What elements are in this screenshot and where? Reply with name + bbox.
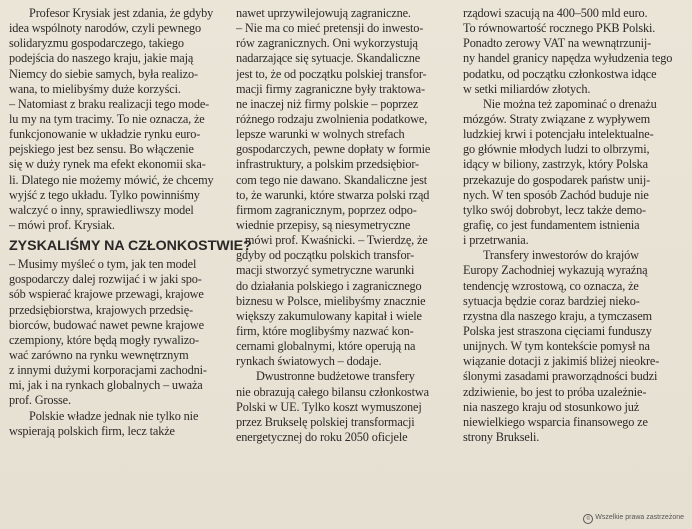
text-line: większy zakumulowany kapitał i wiele bbox=[236, 308, 422, 323]
text-line: biznesu w Polsce, mielibyśmy znacznie bbox=[236, 293, 426, 308]
text-line: firm, które moglibyśmy nazwać kon- bbox=[236, 323, 414, 338]
text-line: macji stworzyć symetryczne warunki bbox=[236, 263, 415, 278]
text-line: idea wspólnoty narodów, czyli pewnego bbox=[9, 21, 202, 36]
text-line: cernami globalnymi, które operują na bbox=[236, 339, 416, 354]
text-line: Profesor Krysiak jest zdania, że gdyby bbox=[29, 6, 214, 20]
text-line: jest to, że od początku polskiej transfor- bbox=[236, 66, 427, 81]
text-line: Polski w UE. Tylko koszt wymuszonej bbox=[236, 399, 422, 414]
text-line: Polskie władze jednak nie tylko nie bbox=[29, 408, 199, 423]
text-line: nawet uprzywilejowują zagraniczne. bbox=[236, 6, 411, 20]
text-line: zdziwienie, bo jest to próba uzależnie- bbox=[463, 384, 647, 399]
text-line: podejścia do naszego kraju, jakie mają bbox=[9, 51, 194, 66]
text-line: Polska jest straszona cięciami funduszy bbox=[463, 323, 652, 338]
text-line: nia naszego kraju od stosunkowo już bbox=[463, 399, 640, 414]
text-line: w setki miliardów złotych. bbox=[463, 81, 591, 96]
text-line: przedsiębiorstwa, krajowych przedsię- bbox=[9, 302, 193, 317]
text-line: prof. Grosse. bbox=[9, 393, 71, 408]
text-line: macji firmy zagraniczne były traktowa- bbox=[236, 81, 425, 96]
text-line: walczyć o inny, sprawiedliwszy model bbox=[9, 202, 194, 217]
text-line: rządowi szacują na 400–500 mld euro. bbox=[463, 6, 648, 20]
text-line: ne inaczej niż firmy polskie – poprzez bbox=[236, 96, 419, 111]
copyright-notice bbox=[583, 514, 684, 524]
text-line: wana, to mielibyśmy duże korzyści. bbox=[9, 81, 181, 96]
text-line: rynkach światowych – dodaje. bbox=[236, 354, 382, 369]
text-line: sytuacja będzie coraz bardziej nieko- bbox=[463, 293, 640, 308]
text-line: Nie można też zapominać o drenażu bbox=[483, 96, 657, 111]
copyright-icon: © bbox=[583, 514, 593, 524]
text-line: lepsze warunki w wolnych strefach bbox=[236, 127, 405, 142]
text-line: Dwustronne budżetowe transfery bbox=[256, 369, 415, 384]
text-line: wiązanie dotacji z jakimiś bliżej nieokre- bbox=[463, 354, 660, 369]
text-line: tendencję wzrostową, co oznacza, że bbox=[463, 278, 639, 293]
text-line: gospodarczy dalej rozwijać i w jaki spo- bbox=[9, 272, 202, 287]
section-heading: ZYSKALIŚMY NA CZŁONKOSTWIE? bbox=[9, 238, 252, 255]
text-line: unijnych. W tym kontekście pomysł na bbox=[463, 339, 650, 354]
text-line: rzystna dla naszego kraju, a tymczasem bbox=[463, 308, 652, 323]
text-line: wspierają polskich firm, lecz także bbox=[9, 423, 175, 438]
text-line: wać zarówno na rynku wewnętrznym bbox=[9, 347, 189, 362]
text-line: wyjść z tego układu. Tylko powinniśmy bbox=[9, 187, 200, 202]
article-column-3 bbox=[463, 6, 685, 445]
text-line: nadarzające się sytuacje. Skandaliczne bbox=[236, 51, 421, 66]
text-line: niewielkiego wsparcia finansowego ze bbox=[463, 414, 648, 429]
article-column-1 bbox=[9, 6, 252, 439]
text-line: – mówi prof. Kwaśnicki. – Twierdzę, że bbox=[236, 233, 428, 248]
text-line: rów zagranicznych. Oni wykorzystują bbox=[236, 36, 418, 51]
text-line: li. Dlatego nie możemy mówić, że chcemy bbox=[9, 172, 214, 187]
text-line: Niemcy do siebie samych, była realizo- bbox=[9, 66, 198, 81]
text-line: funkcjonowanie w układzie rynku euro- bbox=[9, 127, 201, 142]
text-line: strony Brukseli. bbox=[463, 429, 540, 444]
text-line: ny handel granicy napędza wyłudzenia tego bbox=[463, 51, 673, 66]
text-line: com tego nie dawano. Skandaliczne jest bbox=[236, 172, 427, 187]
text-line: solidaryzmu gospodarczego, takiego bbox=[9, 36, 184, 51]
article-column-2 bbox=[236, 6, 450, 445]
text-line: energetycznej do roku 2050 oficjele bbox=[236, 429, 408, 444]
text-line: – Musimy myśleć o tym, jak ten model bbox=[9, 257, 197, 272]
text-line: ludzkiej krwi i potencjału intelektualne- bbox=[463, 127, 654, 142]
text-line: podatku, od początku członkostwa idące bbox=[463, 66, 657, 81]
text-line: Ponadto zerowy VAT na wewnątrzunij- bbox=[463, 36, 652, 51]
text-line: Transfery inwestorów do krajów bbox=[483, 248, 639, 263]
text-line: gdyby od początku polskich transfor- bbox=[236, 248, 415, 263]
text-line: – mówi prof. Krysiak. bbox=[9, 217, 115, 232]
text-line: go głównie młodych ludzi to olbrzymi, bbox=[463, 142, 650, 157]
text-line: czempiony, które będą mogły rywalizo- bbox=[9, 332, 199, 347]
text-line: grafię, co jest fundamentem istnienia bbox=[463, 217, 640, 232]
text-line: – Natomiast z braku realizacji tego mode- bbox=[9, 96, 210, 111]
text-line: z innymi dużymi korporacjami zachodni- bbox=[9, 363, 207, 378]
text-line: ślonymi zasadami praworządności budzi bbox=[463, 369, 658, 384]
text-line: To równowartość rocznego PKB Polski. bbox=[463, 21, 656, 36]
text-line: nie obrazują całego bilansu członkostwa bbox=[236, 384, 429, 399]
text-line: mózgów. Straty związane z wypływem bbox=[463, 111, 651, 126]
text-line: biorców, budować nawet pewne krajowe bbox=[9, 317, 204, 332]
text-line: sób wspierać krajowe przewagi, krajowe bbox=[9, 287, 204, 302]
text-line: tylko swój dobrobyt, lecz także demo- bbox=[463, 202, 646, 217]
text-line: idący w biliony, zastrzyk, który Polska bbox=[463, 157, 648, 172]
text-line: to, że warunki, które stwarza polski rząd bbox=[236, 187, 430, 202]
text-line: przez Brukselę polskiej transformacji bbox=[236, 414, 415, 429]
text-line: Europy Zachodniej wykazują wyraźną bbox=[463, 263, 648, 278]
text-line: lu my na tym tracimy. To nie oznacza, że bbox=[9, 111, 205, 126]
copyright-text: Wszelkie prawa zastrzeżone bbox=[595, 514, 684, 521]
text-line: wiednie przepisy, są niesymetryczne bbox=[236, 217, 411, 232]
text-line: infrastruktury, a polskim przedsiębior- bbox=[236, 157, 419, 172]
text-line: pejskiego jest bez sensu. Bo włączenie bbox=[9, 142, 194, 157]
text-line: mi, jak i na rynkach globalnych – uważa bbox=[9, 378, 203, 393]
text-line: firmom zagranicznym, poprzez odpo- bbox=[236, 202, 417, 217]
text-line: się w duży rynek ma efekt ekonomii ska- bbox=[9, 157, 206, 172]
text-line: – Nie ma co mieć pretensji do inwesto- bbox=[236, 21, 424, 36]
text-line: przekazuje do gospodarek państw unij- bbox=[463, 172, 651, 187]
text-line: do działania polskiego i zagranicznego bbox=[236, 278, 422, 293]
text-line: różnego rodzaju zwolnienia podatkowe, bbox=[236, 111, 428, 126]
text-line: gospodarczych, pewne dopłaty w formie bbox=[236, 142, 431, 157]
text-line: i przetrwania. bbox=[463, 233, 529, 248]
text-line: nych. W ten sposób Zachód buduje nie bbox=[463, 187, 649, 202]
